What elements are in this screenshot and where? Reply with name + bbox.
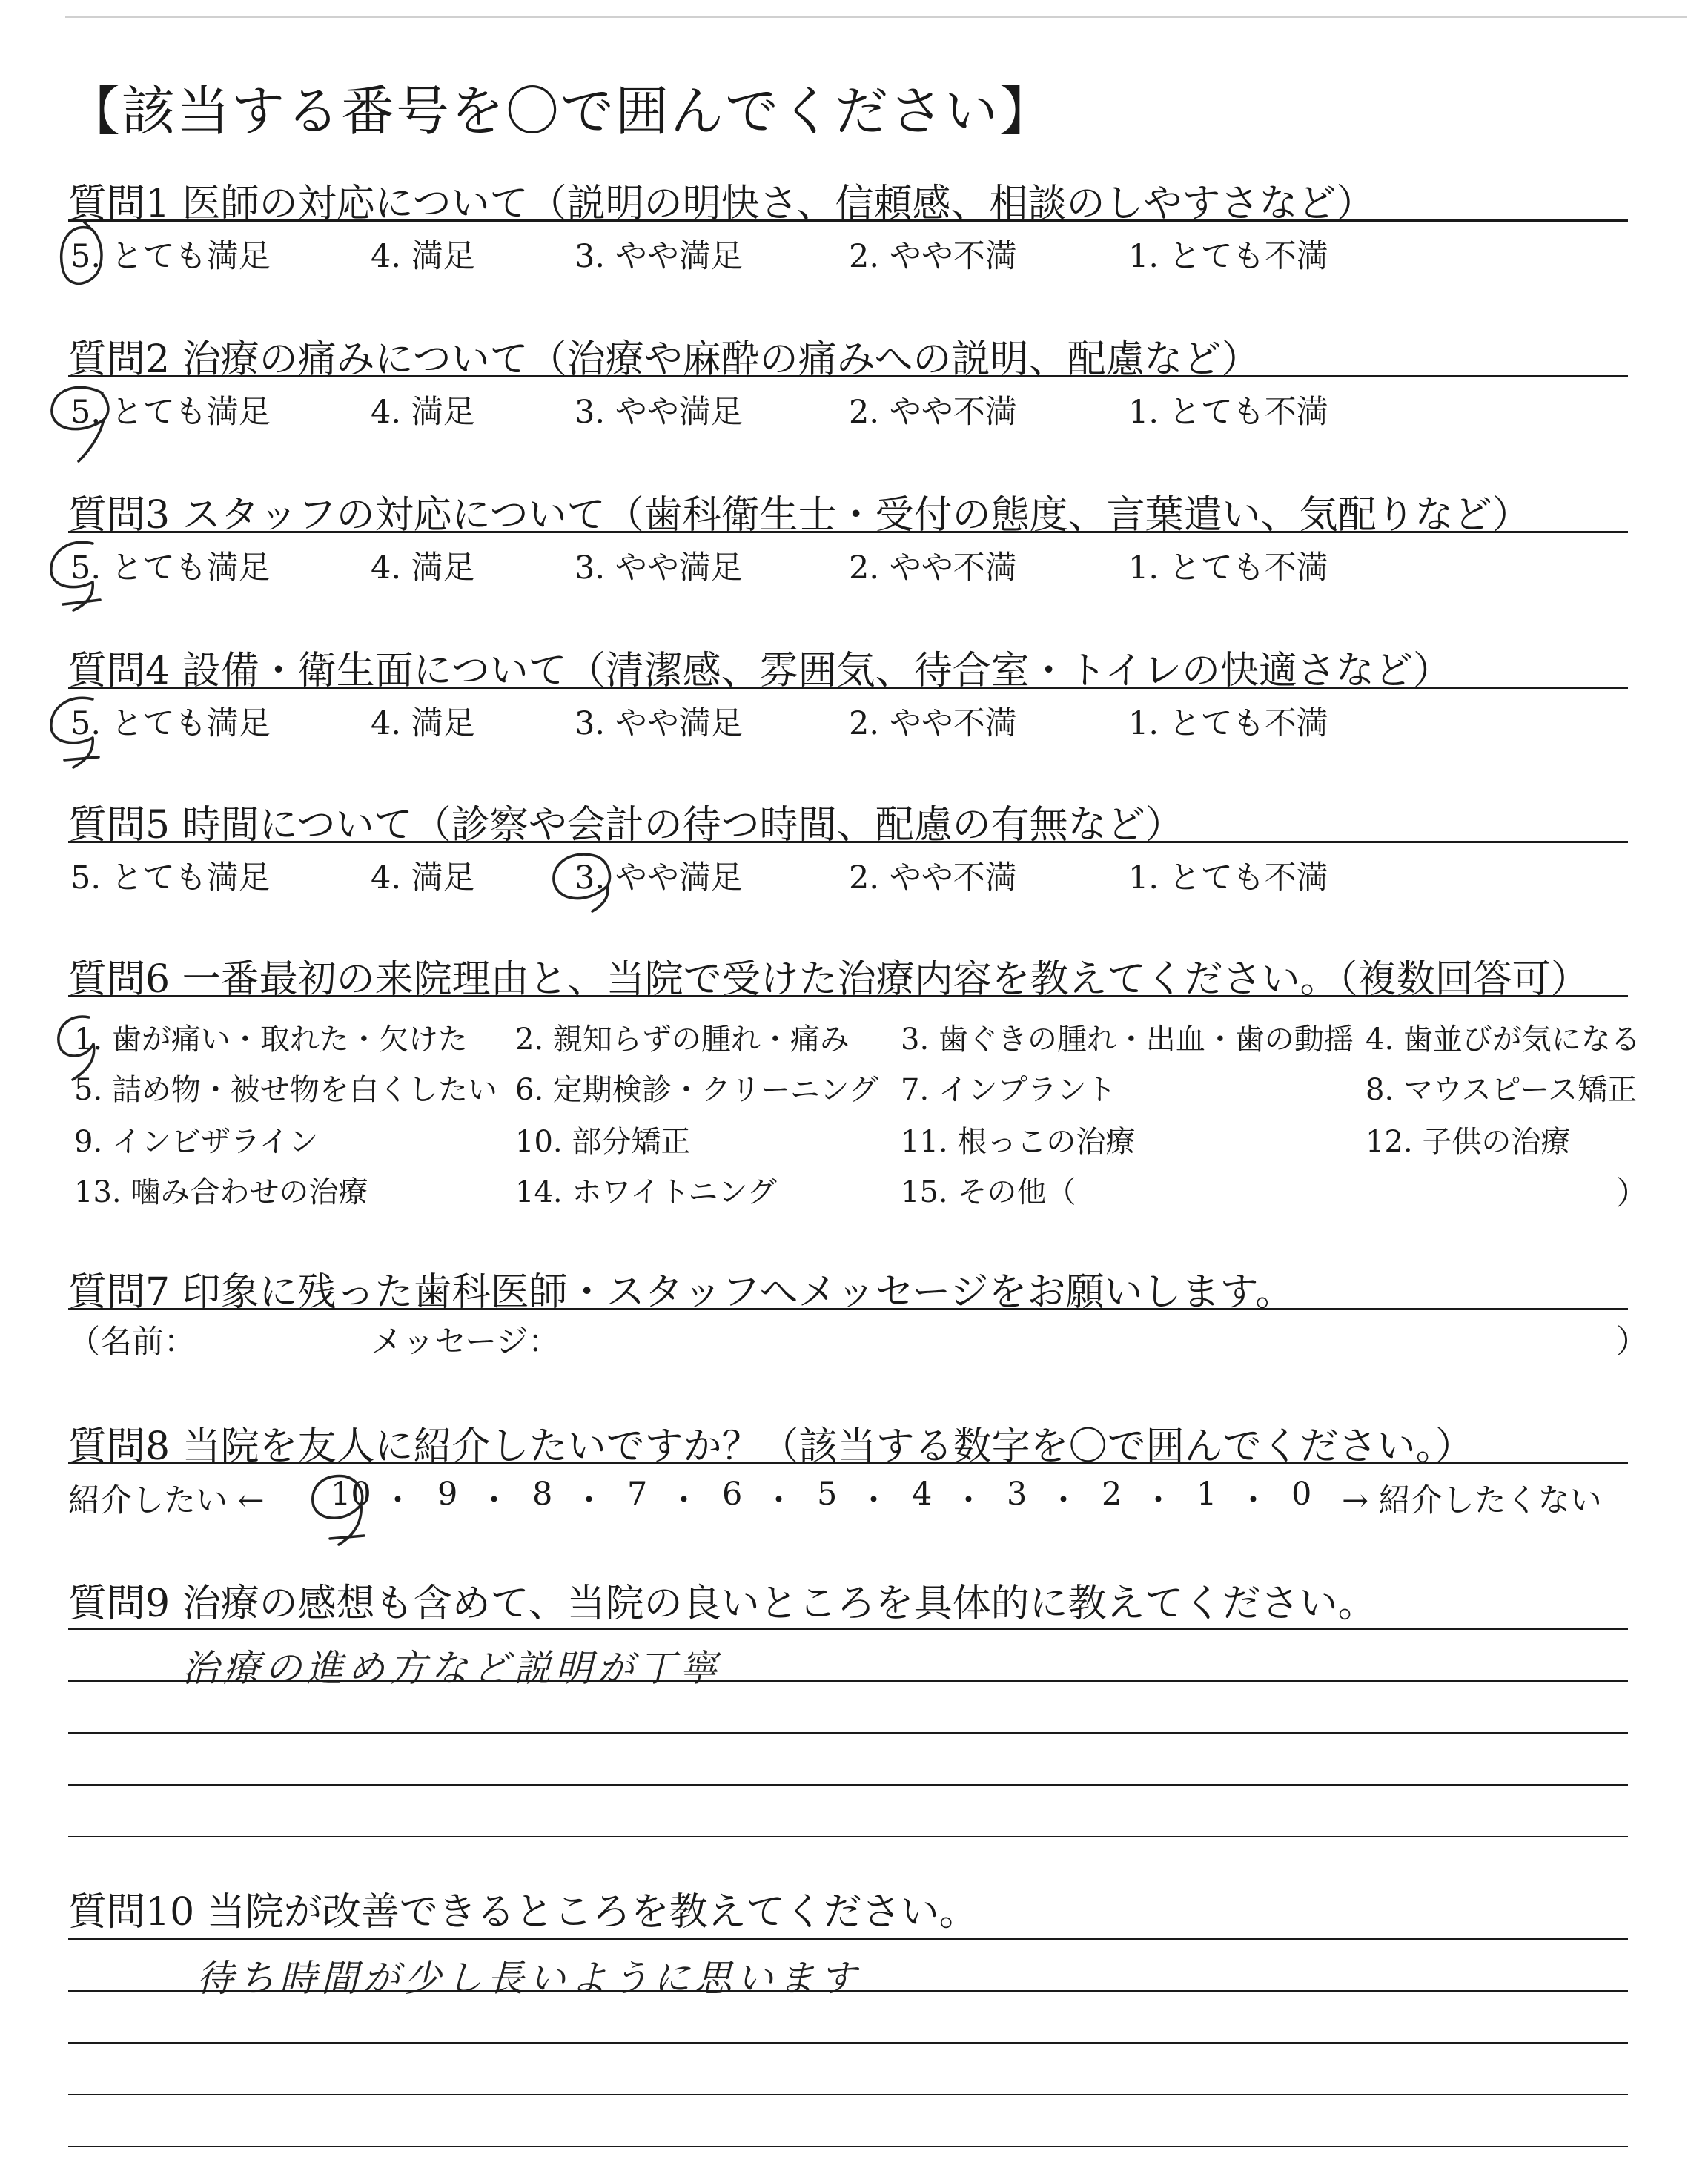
q8-separator: ・ (478, 1482, 510, 1519)
q7-message-label: メッセージ： (371, 1324, 560, 1361)
q1-option-1[interactable]: 1. とても不満 (1128, 238, 1328, 275)
q8-separator: ・ (573, 1482, 605, 1519)
q10-handwritten-answer[interactable]: 待ち時間が少し長いように思います (196, 1957, 861, 2000)
q3-option-4[interactable]: 4. 満足 (371, 549, 475, 587)
q1-title: 質問1 医師の対応について（説明の明快さ、信頼感、相談のしやすさなど） (68, 182, 1375, 226)
q9-title: 質問9 治療の感想も含めて、当院の良いところを具体的に教えてください。 (68, 1582, 1377, 1626)
q2-option-1[interactable]: 1. とても不満 (1128, 394, 1328, 431)
q7-title: 質問7 印象に残った歯科医師・スタッフへメッセージをお願いします。 (68, 1270, 1294, 1315)
q4-rule (68, 687, 1628, 689)
q4-option-1[interactable]: 1. とても不満 (1128, 705, 1328, 742)
q5-option-4[interactable]: 4. 満足 (371, 859, 475, 896)
q8-scale-5[interactable]: 5 (817, 1476, 838, 1513)
q1-option-5[interactable]: 5. とても満足 (70, 238, 271, 275)
q7-name-label: （名前： (68, 1324, 196, 1361)
q6-item-11[interactable]: 11. 根っこの治療 (901, 1125, 1136, 1159)
q6-item-15[interactable]: 15. その他（ (901, 1175, 1076, 1209)
q9-line-2 (68, 1680, 1628, 1682)
q2-circle-mark (43, 371, 117, 467)
q3-title: 質問3 スタッフの対応について（歯科衛生士・受付の態度、言葉遣い、気配りなど） (68, 493, 1531, 538)
q8-separator: ・ (668, 1482, 700, 1519)
q8-scale-1[interactable]: 1 (1196, 1476, 1217, 1513)
q5-option-3[interactable]: 3. やや満足 (575, 859, 743, 896)
q6-item-14[interactable]: 14. ホワイトニング (515, 1175, 777, 1209)
q6-item-3[interactable]: 3. 歯ぐきの腫れ・出血・歯の動揺 (901, 1023, 1354, 1057)
q8-left-label: 紹介したい ← (68, 1482, 265, 1519)
q2-rule (68, 375, 1628, 377)
q7-close-paren: ） (1616, 1324, 1648, 1361)
q8-scale-10[interactable]: 10 (331, 1476, 371, 1513)
q5-option-5[interactable]: 5. とても満足 (70, 859, 271, 896)
q6-other-close-paren: ） (1616, 1175, 1648, 1212)
q6-circle-mark (46, 1003, 113, 1084)
q8-scale-7[interactable]: 7 (627, 1476, 648, 1513)
q8-scale-6[interactable]: 6 (722, 1476, 743, 1513)
q2-option-5[interactable]: 5. とても満足 (70, 394, 271, 431)
q2-option-3[interactable]: 3. やや満足 (575, 394, 743, 431)
q8-separator: ・ (953, 1482, 984, 1519)
q9-handwritten-answer[interactable]: 治療の進め方など説明が丁寧 (182, 1647, 721, 1690)
q6-item-7[interactable]: 7. インプラント (901, 1073, 1116, 1107)
q1-option-2[interactable]: 2. やや不満 (849, 238, 1017, 275)
q2-title: 質問2 治療の痛みについて（治療や麻酔の痛みへの説明、配慮など） (68, 337, 1260, 382)
q4-title: 質問4 設備・衛生面について（清潔感、雰囲気、待合室・トイレの快適さなど） (68, 649, 1452, 693)
q3-option-1[interactable]: 1. とても不満 (1128, 549, 1328, 587)
q4-option-2[interactable]: 2. やや不満 (849, 705, 1017, 742)
q8-right-label: → 紹介したくない (1342, 1482, 1602, 1519)
q10-line-3 (68, 2042, 1628, 2044)
q6-item-13[interactable]: 13. 噛み合わせの治療 (74, 1175, 368, 1209)
q10-title: 質問10 当院が改善できるところを教えてください。 (68, 1890, 978, 1935)
q5-circle-mark (545, 842, 626, 916)
q10-line-5 (68, 2146, 1628, 2147)
q10-line-1 (68, 1938, 1628, 1940)
q8-title: 質問8 当院を友人に紹介したいですか？（該当する数字を〇で囲んでください。） (68, 1424, 1474, 1469)
q8-separator: ・ (1237, 1482, 1269, 1519)
q6-item-12[interactable]: 12. 子供の治療 (1366, 1125, 1571, 1159)
q8-scale-2[interactable]: 2 (1102, 1476, 1122, 1513)
q6-item-2[interactable]: 2. 親知らずの腫れ・痛み (515, 1023, 850, 1057)
q3-option-3[interactable]: 3. やや満足 (575, 549, 743, 587)
q4-option-4[interactable]: 4. 満足 (371, 705, 475, 742)
top-border (65, 16, 1687, 18)
q6-item-9[interactable]: 9. インビザライン (74, 1125, 319, 1159)
q8-scale-4[interactable]: 4 (912, 1476, 933, 1513)
q1-circle-mark (53, 215, 113, 297)
q4-option-3[interactable]: 3. やや満足 (575, 705, 743, 742)
q9-line-4 (68, 1784, 1628, 1786)
q8-separator: ・ (858, 1482, 890, 1519)
q6-item-4[interactable]: 4. 歯並びが気になる (1366, 1023, 1641, 1057)
q5-title: 質問5 時間について（診察や会計の待つ時間、配慮の有無など） (68, 803, 1184, 848)
q3-rule (68, 531, 1628, 533)
q8-scale-8[interactable]: 8 (532, 1476, 553, 1513)
q9-line-5 (68, 1836, 1628, 1837)
q8-separator: ・ (1142, 1482, 1174, 1519)
q6-rule (68, 995, 1628, 997)
q6-item-1[interactable]: 1. 歯が痛い・取れた・欠けた (74, 1023, 468, 1057)
q8-separator: ・ (1047, 1482, 1079, 1519)
q8-scale-3[interactable]: 3 (1007, 1476, 1027, 1513)
q5-rule (68, 841, 1628, 843)
q4-circle-mark (41, 686, 115, 775)
q2-option-4[interactable]: 4. 満足 (371, 394, 475, 431)
q6-item-5[interactable]: 5. 詰め物・被せ物を白くしたい (74, 1073, 497, 1107)
q5-option-2[interactable]: 2. やや不満 (849, 859, 1017, 896)
q1-option-4[interactable]: 4. 満足 (371, 238, 475, 275)
q6-title: 質問6 一番最初の来院理由と、当院で受けた治療内容を教えてください。（複数回答可） (68, 957, 1589, 1002)
q5-option-1[interactable]: 1. とても不満 (1128, 859, 1328, 896)
q7-rule (68, 1308, 1628, 1310)
q8-separator: ・ (763, 1482, 795, 1519)
q3-option-5[interactable]: 5. とても満足 (70, 549, 271, 587)
q8-scale-9[interactable]: 9 (437, 1476, 458, 1513)
form-title: 【該当する番号を〇で囲んでください】 (67, 80, 1055, 142)
q3-option-2[interactable]: 2. やや不満 (849, 549, 1017, 587)
q6-item-8[interactable]: 8. マウスピース矯正 (1366, 1073, 1638, 1107)
q10-line-2 (68, 1990, 1628, 1992)
q4-option-5[interactable]: 5. とても満足 (70, 705, 271, 742)
q8-circle-mark (300, 1464, 382, 1553)
q6-item-6[interactable]: 6. 定期検診・クリーニング (515, 1073, 879, 1107)
q6-item-10[interactable]: 10. 部分矯正 (515, 1125, 691, 1159)
q10-line-4 (68, 2094, 1628, 2095)
q9-line-1 (68, 1628, 1628, 1630)
q1-option-3[interactable]: 3. やや満足 (575, 238, 743, 275)
q8-scale-0[interactable]: 0 (1291, 1476, 1312, 1513)
q3-circle-mark (41, 530, 115, 619)
q8-separator: ・ (382, 1482, 414, 1519)
q2-option-2[interactable]: 2. やや不満 (849, 394, 1017, 431)
q1-rule (68, 219, 1628, 222)
q9-line-3 (68, 1732, 1628, 1734)
